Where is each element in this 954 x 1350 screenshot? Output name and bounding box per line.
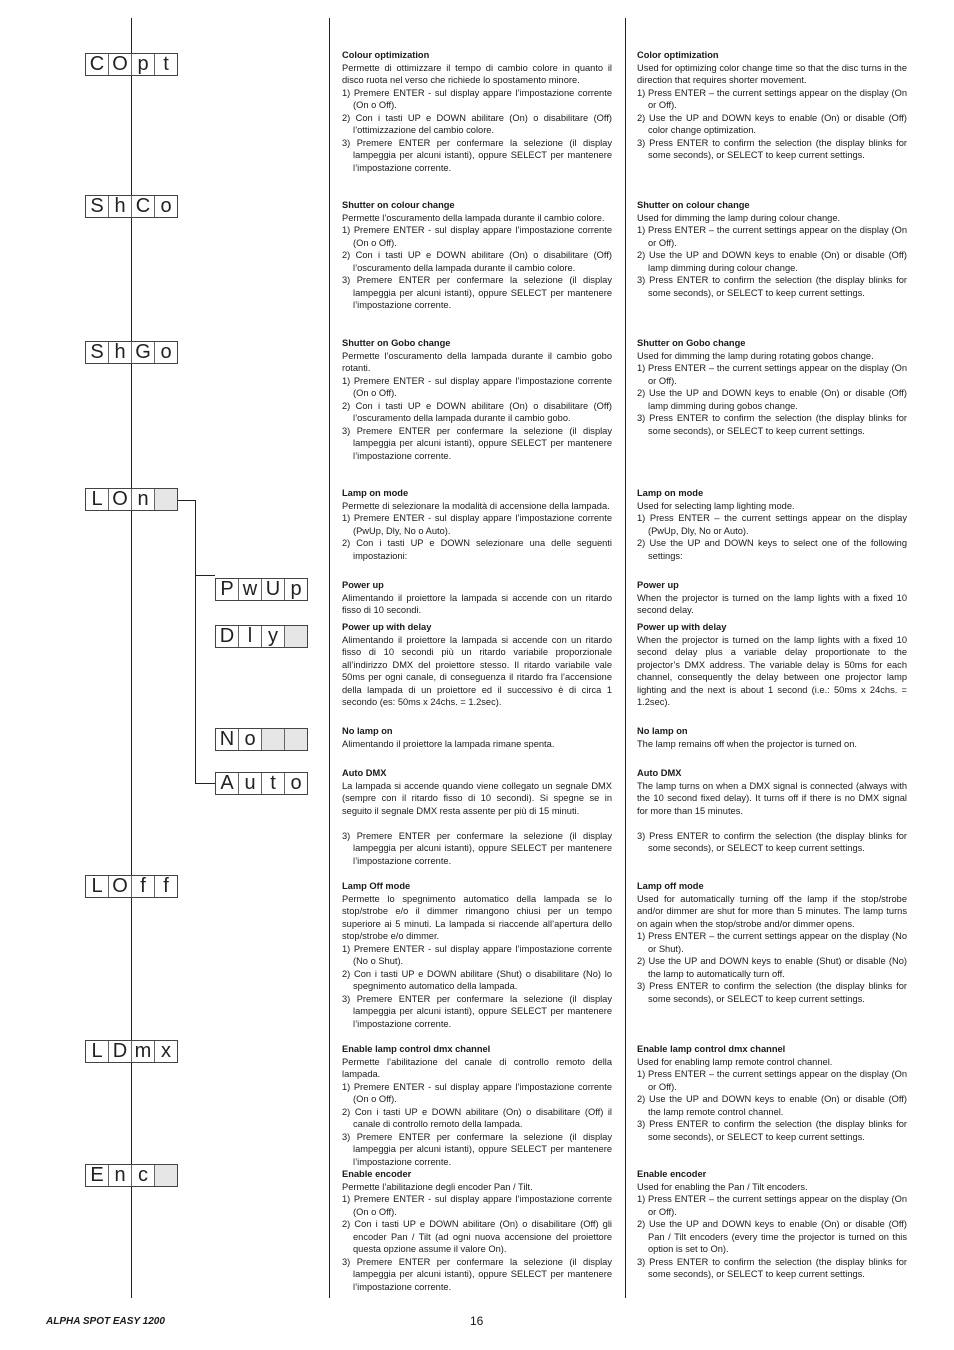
en-section-dly [637, 621, 907, 709]
menu-tree-sub-line [195, 500, 196, 783]
it-ldmx-step: 2) Con i tasti UP e DOWN abilitare (On) o disabilitare (Off) il canale di controllo remoto della lampada. [342, 1106, 612, 1130]
en-enc-step: 3) Press ENTER to confirm the selection (the display blinks for some seconds), or SELECT to keep current settings. [637, 1256, 907, 1280]
en-shgo-title: Shutter on Gobo change [637, 338, 746, 348]
en-ldmx-intro: Used for enabling lamp remote control channel. [637, 1056, 833, 1067]
it-dly-title: Power up with delay [342, 622, 432, 632]
it-enc-intro: Permette l’abilitazione degli encoder Pan / Tilt. [342, 1181, 533, 1192]
en-section-loff [637, 880, 907, 1005]
it-no-text: Alimentando il proiettore la lampada rimane spenta. [342, 738, 555, 749]
menu-tree-branch-lon [176, 500, 195, 501]
en-copt-title: Color optimization [637, 50, 719, 60]
it-section-lon [342, 487, 612, 562]
it-section-no [342, 725, 612, 750]
display-auto [215, 772, 308, 795]
it-auto-title: Auto DMX [342, 768, 387, 778]
display-shco [85, 195, 178, 218]
display-char: L [86, 489, 109, 510]
display-char: h [109, 342, 132, 363]
it-loff-title: Lamp Off mode [342, 881, 411, 891]
en-shco-step: 3) Press ENTER to confirm the selection (the display blinks for some seconds), or SELECT to keep current settings. [637, 275, 907, 298]
display-char: m [132, 1041, 155, 1062]
display-char: C [132, 196, 155, 217]
display-char: L [86, 1041, 109, 1062]
display-char: t [262, 773, 285, 794]
en-lon-intro: Used for selecting lamp lighting mode. [637, 500, 795, 511]
en-shco-step: 1) Press ENTER – the current settings appear on the display (On or Off). [637, 225, 907, 248]
it-section-shgo [342, 337, 612, 462]
display-char [155, 489, 177, 510]
en-enc-step: 1) Press ENTER – the current settings appear on the display (On or Off). [637, 1194, 907, 1217]
it-shgo-title: Shutter on Gobo change [342, 338, 451, 348]
display-char: O [109, 489, 132, 510]
it-shgo-intro: Permette l’oscuramento della lampada durante il cambio gobo rotanti. [342, 350, 612, 374]
display-char: w [239, 579, 262, 600]
it-section-dly [342, 621, 612, 709]
en-lon-step: 2) Use the UP and DOWN keys to select one of the following settings: [637, 538, 907, 561]
it-shgo-step: 2) Con i tasti UP e DOWN abilitare (On) o disabilitare (Off) l’oscuramento della lampada durante il cambio gobo. [342, 400, 612, 424]
display-char: D [216, 626, 239, 647]
display-char: f [163, 875, 169, 897]
it-loff-intro: Permette lo spegnimento automatico della lampada se lo stop/strobe e/o il dimmer rimangono chiusi per un tempo superiore ai 5 minuti. La lampada si riaccende all’apertura dello stop/strobe e/o dimmer. [342, 893, 612, 942]
en-loff-step: 3) Press ENTER to confirm the selection (the display blinks for some seconds), or SELECT to keep current settings. [637, 981, 907, 1004]
it-ldmx-step: 1) Premere ENTER - sul display appare l’impostazione corrente (On o Off). [342, 1081, 612, 1105]
it-no-title: No lamp on [342, 726, 393, 736]
en-enc-step: 2) Use the UP and DOWN keys to enable (On) or disable (Off) Pan / Tilt encoders (every time the projector is turned on this option is set to On). [637, 1219, 907, 1255]
en-loff-intro: Used for automatically turning off the lamp if the stop/strobe and/or dimmer are shut for more than 5 minutes. The lamp turns on again when the stop/strobe and/or dimmer opens. [637, 893, 907, 929]
display-char: o [239, 729, 262, 750]
en-section-no [637, 725, 907, 750]
en-shco-step: 2) Use the UP and DOWN keys to enable (On) or disable (Off) lamp dimming during colour change. [637, 250, 907, 273]
display-char: U [262, 579, 285, 600]
en-loff-step: 1) Press ENTER – the current settings appear on the display (No or Shut). [637, 931, 907, 954]
display-char: f [132, 876, 155, 897]
it-section-auto [342, 767, 612, 867]
it-auto-text: La lampada si accende quando viene collegato un segnale DMX (sempre con il ritardo fisso di 10 secondi). Si spegne se in seguito il segnale DMX resta assente per più di 15 minuti. [342, 780, 612, 816]
en-no-text: The lamp remains off when the projector is turned on. [637, 738, 857, 749]
it-shco-title: Shutter on colour change [342, 200, 455, 210]
it-section-ldmx [342, 1043, 612, 1168]
en-lon-step: 1) Press ENTER – the current settings appear on the display (PwUp, Dly, No or Auto). [637, 513, 907, 536]
display-char [285, 626, 307, 647]
en-no-title: No lamp on [637, 726, 688, 736]
it-section-pwup [342, 579, 612, 617]
display-char: P [216, 579, 239, 600]
display-char: u [239, 773, 262, 794]
display-pwup [215, 578, 308, 601]
it-shco-step: 3) Premere ENTER per confermare la selezione (il display lampeggia per alcuni istanti), oppure SELECT per mantenere l’impostazione corrente. [342, 275, 612, 311]
en-enc-intro: Used for enabling the Pan / Tilt encoders. [637, 1181, 808, 1192]
it-loff-step: 1) Premere ENTER - sul display appare l’impostazione corrente (No o Shut). [342, 943, 612, 967]
en-dly-title: Power up with delay [637, 622, 727, 632]
en-copt-intro: Used for optimizing color change time so that the disc turns in the direction that requires shorter movement. [637, 62, 907, 86]
en-section-shgo [637, 337, 907, 437]
display-char: t [163, 53, 169, 75]
it-loff-step: 3) Premere ENTER per confermare la selezione (il display lampeggia per alcuni istanti), oppure SELECT per mantenere l’impostazione corrente. [342, 993, 612, 1030]
display-char: C [86, 54, 109, 75]
it-lon-step: 1) Premere ENTER - sul display appare l’impostazione corrente (PwUp, Dly, No o Auto). [342, 513, 612, 536]
column-divider-right [625, 18, 626, 1298]
it-copt-step: 3) Premere ENTER per confermare la selezione (il display lampeggia per alcuni istanti), oppure SELECT per mantenere l’impostazione corrente. [342, 137, 612, 173]
it-lon-step: 2) Con i tasti UP e DOWN selezionare una delle seguenti impostazioni: [342, 538, 612, 561]
menu-tree-branch-auto [195, 783, 215, 784]
en-auto-title: Auto DMX [637, 768, 682, 778]
display-char: L [86, 876, 109, 897]
display-char [155, 1165, 177, 1186]
it-section-loff [342, 880, 612, 1031]
en-shco-intro: Used for dimming the lamp during colour change. [637, 212, 841, 223]
display-char: G [132, 342, 155, 363]
it-loff-step: 2) Con i tasti UP e DOWN abilitare (Shut) o disabilitare (No) lo spegnimento automatico della lampada. [342, 968, 612, 992]
display-char: x [161, 1040, 171, 1062]
it-dly-text: Alimentando il proiettore la lampada si accende con un ritardo fisso di 10 secondi più un ritardo variabile proporzionale all’indirizzo DMX del proiettore stesso. Il ritardo variabile vale 50ms per ogni canale, di conseguenza il ritardo fra l’accensione della lampada di un proiettore ed il successivo è di circa 1 secondo (es: 50ms x 24chs. = 1.2sec). [342, 634, 612, 708]
en-auto-step: 3) Press ENTER to confirm the selection (the display blinks for some seconds), or SELECT to keep current settings. [637, 830, 907, 854]
footer-product-name: ALPHA SPOT EASY 1200 [46, 1316, 165, 1327]
display-copt [85, 53, 178, 76]
page-number: 16 [470, 1314, 484, 1328]
en-section-enc [637, 1168, 907, 1281]
it-enc-title: Enable encoder [342, 1169, 412, 1179]
it-pwup-title: Power up [342, 580, 384, 590]
it-pwup-text: Alimentando il proiettore la lampada si accende con un ritardo fisso di 10 secondi. [342, 592, 612, 616]
it-copt-title: Colour optimization [342, 50, 430, 60]
en-copt-step: 1) Press ENTER – the current settings appear on the display (On or Off). [637, 87, 907, 111]
en-ldmx-step: 2) Use the UP and DOWN keys to enable (On) or disable (Off) the lamp remote control channel. [637, 1094, 907, 1117]
en-ldmx-step: 1) Press ENTER – the current settings appear on the display (On or Off). [637, 1069, 907, 1092]
en-ldmx-title: Enable lamp control dmx channel [637, 1044, 786, 1054]
en-section-ldmx [637, 1043, 907, 1143]
display-char [262, 729, 285, 750]
display-char: o [160, 195, 172, 217]
display-shgo [85, 341, 178, 364]
display-char: p [132, 54, 155, 75]
it-section-shco [342, 199, 612, 312]
it-copt-step: 2) Con i tasti UP e DOWN abilitare (On) o disabilitare (Off) l’ottimizzazione del cambio colore. [342, 112, 612, 136]
en-pwup-title: Power up [637, 580, 679, 590]
column-divider-left [329, 18, 330, 1298]
display-char: S [86, 196, 109, 217]
en-ldmx-step: 3) Press ENTER to confirm the selection (the display blinks for some seconds), or SELECT to keep current settings. [637, 1119, 907, 1142]
display-ldmx [85, 1040, 178, 1063]
display-char: O [109, 54, 132, 75]
en-shco-title: Shutter on colour change [637, 200, 750, 210]
en-section-shco [637, 199, 907, 299]
display-char: A [216, 773, 239, 794]
display-no [215, 728, 308, 751]
it-enc-step: 2) Con i tasti UP e DOWN abilitare (On) o disabilitare (Off) gli encoder Pan / Tilt (ad ogni nuova accensione del proiettore questa opzione assume il valore On). [342, 1219, 612, 1255]
display-char: n [132, 489, 155, 510]
it-shgo-step: 3) Premere ENTER per confermare la selezione (il display lampeggia per alcuni istanti), oppure SELECT per mantenere l’impostazione corrente. [342, 425, 612, 461]
en-loff-step: 2) Use the UP and DOWN keys to enable (Shut) or disable (No) the lamp to automatically turn off. [637, 956, 907, 979]
it-enc-step: 3) Premere ENTER per confermare la selezione (il display lampeggia per alcuni istanti), oppure SELECT per mantenere l’impostazione corrente. [342, 1256, 612, 1292]
en-shgo-step: 1) Press ENTER – the current settings appear on the display (On or Off). [637, 363, 907, 386]
it-shco-step: 2) Con i tasti UP e DOWN abilitare (On) o disabilitare (Off) l’oscuramento della lampada durante il cambio colore. [342, 250, 612, 273]
en-lon-title: Lamp on mode [637, 488, 704, 498]
display-dly [215, 625, 308, 648]
it-copt-step: 1) Premere ENTER - sul display appare l’impostazione corrente (On o Off). [342, 87, 612, 111]
en-loff-title: Lamp off mode [637, 881, 704, 891]
it-ldmx-step: 3) Premere ENTER per confermare la selezione (il display lampeggia per alcuni istanti), oppure SELECT per mantenere l’impostazione corrente. [342, 1131, 612, 1167]
display-char: o [290, 772, 302, 794]
en-enc-title: Enable encoder [637, 1169, 707, 1179]
menu-tree-branch-pwup [195, 575, 215, 576]
it-enc-step: 1) Premere ENTER - sul display appare l’impostazione corrente (On o Off). [342, 1194, 612, 1217]
display-char: D [109, 1041, 132, 1062]
en-auto-text: The lamp turns on when a DMX signal is connected (always with the 10 second fixed delay). It turns off if there is no DMX signal for more than 15 minutes. [637, 780, 907, 816]
it-shco-step: 1) Premere ENTER - sul display appare l’impostazione corrente (On o Off). [342, 225, 612, 248]
it-lon-title: Lamp on mode [342, 488, 409, 498]
en-section-auto [637, 767, 907, 855]
it-shgo-step: 1) Premere ENTER - sul display appare l’impostazione corrente (On o Off). [342, 375, 612, 399]
en-shgo-step: 2) Use the UP and DOWN keys to enable (On) or disable (Off) lamp dimming during gobos change. [637, 388, 907, 411]
display-char: h [109, 196, 132, 217]
display-char: y [262, 626, 285, 647]
display-char: O [109, 876, 132, 897]
en-section-copt [637, 49, 907, 162]
it-copt-intro: Permette di ottimizzare il tempo di cambio colore in quanto il disco ruota nel verso che richiede lo spostamento minore. [342, 62, 612, 86]
display-char [285, 729, 307, 750]
it-lon-intro: Permette di selezionare la modalità di accensione della lampada. [342, 500, 610, 511]
display-lon [85, 488, 178, 511]
display-enc [85, 1164, 178, 1187]
en-section-lon [637, 487, 907, 562]
display-char: l [239, 626, 262, 647]
display-char: N [216, 729, 239, 750]
it-ldmx-title: Enable lamp control dmx channel [342, 1044, 491, 1054]
en-copt-step: 2) Use the UP and DOWN keys to enable (On) or disable (Off) color change optimization. [637, 112, 907, 136]
display-char: E [86, 1165, 109, 1186]
en-pwup-text: When the projector is turned on the lamp lights with a fixed 10 second delay. [637, 592, 907, 616]
it-ldmx-intro: Permette l’abilitazione del canale di controllo remoto della lampada. [342, 1056, 612, 1080]
en-shgo-step: 3) Press ENTER to confirm the selection (the display blinks for some seconds), or SELECT to keep current settings. [637, 413, 907, 436]
it-section-copt [342, 49, 612, 174]
it-shco-intro: Permette l’oscuramento della lampada durante il cambio colore. [342, 212, 605, 223]
en-section-pwup [637, 579, 907, 617]
display-char: o [160, 341, 172, 363]
en-shgo-intro: Used for dimming the lamp during rotating gobos change. [637, 350, 874, 361]
display-char: p [290, 578, 302, 600]
it-auto-step: 3) Premere ENTER per confermare la selezione (il display lampeggia per alcuni istanti), oppure SELECT per mantenere l’impostazione corrente. [342, 830, 612, 866]
display-loff [85, 875, 178, 898]
display-char: n [109, 1165, 132, 1186]
en-copt-step: 3) Press ENTER to confirm the selection (the display blinks for some seconds), or SELECT to keep current settings. [637, 137, 907, 161]
display-char: S [86, 342, 109, 363]
display-char: c [132, 1165, 155, 1186]
it-section-enc [342, 1168, 612, 1293]
en-dly-text: When the projector is turned on the lamp lights with a fixed 10 second delay plus a variable delay proportionate to the projector’s DMX address. The variable delay is 50ms for each channel, consequently the delay between one projector lamp lighting and the next is about 1 second (i.e.: 50ms x 24chs. = 1.2sec). [637, 634, 907, 708]
